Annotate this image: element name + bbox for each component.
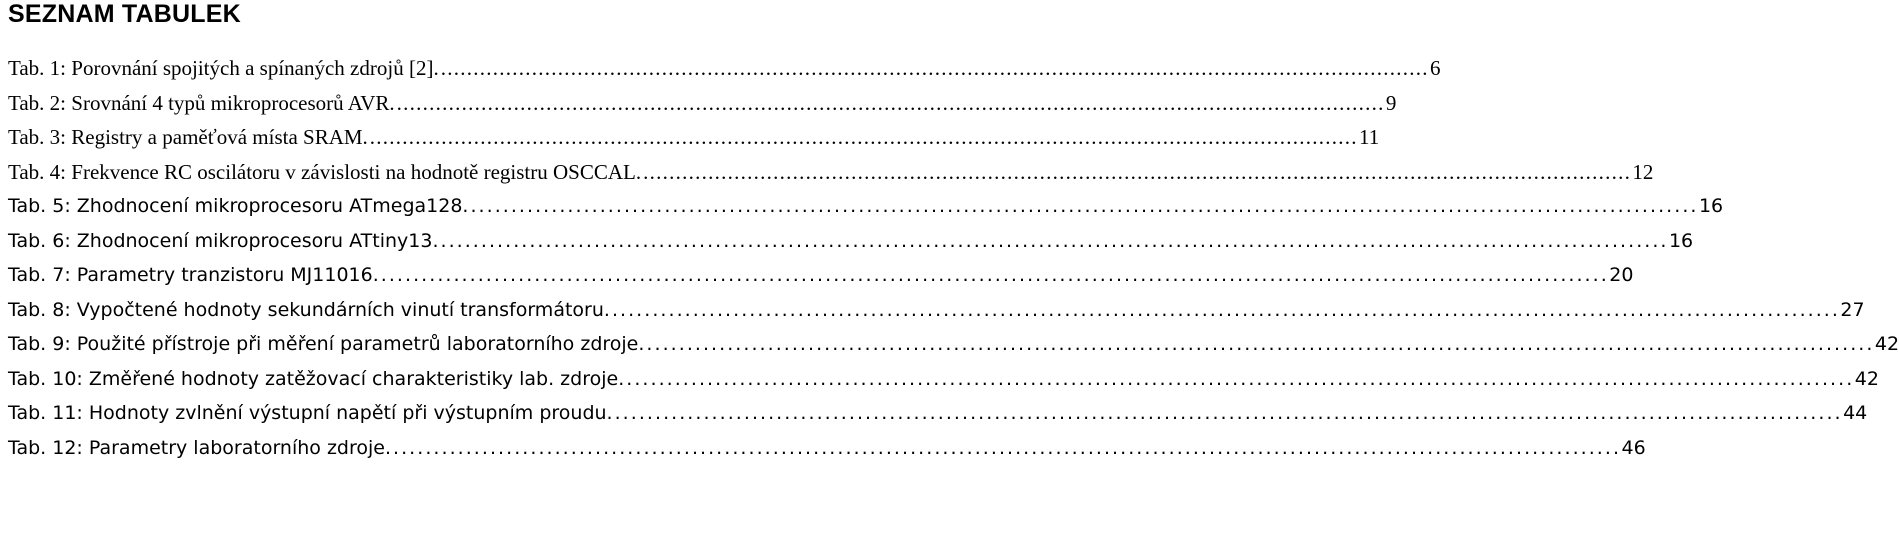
toc-entry-12[interactable]	[8, 436, 1646, 471]
toc-entry-title: Tab. 4: Frekvence RC oscilátoru v závislosti na hodnotě registru OSCCAL.	[8, 159, 642, 184]
toc-entry-5[interactable]	[8, 194, 1724, 229]
toc-entry-title: Tab. 6: Zhodnocení mikroprocesoru ATtiny13.	[8, 229, 439, 252]
toc-entry-title: Tab. 7: Parametry tranzistoru MJ11016.	[8, 264, 379, 286]
toc-entry-page: 42	[1874, 333, 1899, 355]
toc-entry-page: 11	[1359, 125, 1380, 149]
toc-entry-4[interactable]	[8, 159, 1654, 195]
toc-entry-page: 44	[1843, 402, 1868, 424]
table-of-contents	[8, 56, 1899, 470]
dot-leader	[440, 229, 1666, 253]
toc-entry-title: Tab. 12: Parametry laboratorního zdroje.	[8, 436, 392, 459]
toc-entry-page: 27	[1840, 298, 1865, 321]
toc-entry-3[interactable]	[8, 125, 1380, 160]
toc-entry-title: Tab. 10: Změřené hodnoty zatěžovací charakteristiky lab. zdroje.	[8, 367, 625, 390]
toc-entry-page: 46	[1621, 436, 1646, 459]
dot-leader	[370, 125, 1357, 149]
toc-entry-page: 20	[1609, 264, 1634, 286]
dot-leader	[441, 56, 1428, 80]
dot-leader	[615, 401, 1841, 425]
toc-entry-title: Tab. 2: Srovnání 4 typů mikroprocesorů AVR.	[8, 90, 395, 115]
toc-entry-page: 6	[1429, 56, 1441, 80]
toc-entry-page: 16	[1668, 229, 1694, 252]
dot-leader	[643, 160, 1630, 184]
toc-entry-1[interactable]	[8, 56, 1441, 91]
toc-entry-title: Tab. 11: Hodnoty zvlnění výstupní napětí při výstupním proudu.	[8, 402, 613, 424]
toc-entry-title: Tab. 9: Použité přístroje při měření parametrů laboratorního zdroje.	[8, 333, 645, 355]
dot-leader	[646, 332, 1872, 356]
toc-entry-2[interactable]	[8, 90, 1397, 126]
toc-entry-title: Tab. 1: Porovnání spojitých a spínaných zdrojů [2].	[8, 56, 439, 80]
page-title: SEZNAM TABULEK	[8, 0, 241, 28]
toc-entry-title: Tab. 3: Registry a paměťová místa SRAM.	[8, 125, 368, 149]
toc-entry-page: 9	[1385, 90, 1397, 115]
toc-entry-6[interactable]	[8, 229, 1694, 264]
toc-entry-7[interactable]	[8, 263, 1634, 298]
toc-entry-9[interactable]	[8, 332, 1899, 367]
dot-leader	[397, 91, 1384, 115]
toc-entry-page: 12	[1632, 159, 1654, 184]
toc-entry-11[interactable]	[8, 401, 1868, 436]
toc-entry-title: Tab. 8: Vypočtené hodnoty sekundárních vinutí transformátoru.	[8, 298, 610, 321]
dot-leader	[393, 436, 1619, 460]
toc-entry-8[interactable]	[8, 298, 1865, 333]
toc-entry-page: 42	[1854, 367, 1879, 390]
toc-entry-title: Tab. 5: Zhodnocení mikroprocesoru ATmega128.	[8, 195, 469, 217]
dot-leader	[626, 367, 1852, 391]
toc-entry-page: 16	[1698, 195, 1724, 217]
toc-entry-10[interactable]	[8, 367, 1879, 402]
dot-leader	[381, 263, 1607, 287]
dot-leader	[470, 194, 1696, 218]
dot-leader	[612, 298, 1838, 322]
